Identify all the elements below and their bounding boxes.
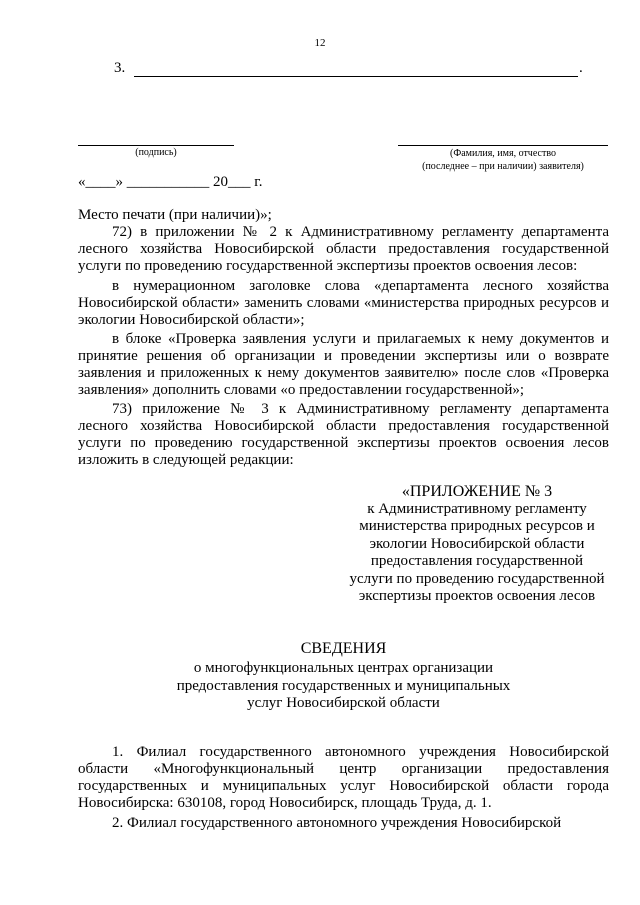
paragraph-block-change: в блоке «Проверка заявления услуги и прилагаемых к нему документов и принятие решения об организации и проведении экспертизы или о возврате заявления и приложенных к нему документов заявителю» после слов «Проверка заявления» дополнить словами «о предоставлении государственной»; bbox=[78, 331, 609, 398]
page-number: 12 bbox=[314, 37, 326, 49]
info-heading bbox=[78, 638, 609, 713]
paragraph-header-change: в нумерационном заголовке слова «департамента лесного хозяйства Новосибирской области» заменить словами «министерства природных ресурсов и экологии Новосибирской области»; bbox=[78, 278, 609, 328]
appendix-heading bbox=[344, 483, 610, 606]
date-line: «____» ___________ 20___ г. bbox=[78, 174, 263, 190]
appendix-line: экологии Новосибирской области bbox=[369, 535, 585, 552]
item-3-end: . bbox=[579, 60, 583, 76]
item-3-number: 3. bbox=[114, 60, 126, 76]
item-3-blank-line bbox=[134, 76, 578, 77]
info-subtitle-line: предоставления государственных и муниципальных bbox=[176, 677, 511, 694]
info-subtitle-line: услуг Новосибирской области bbox=[247, 695, 440, 711]
signature-label: (подпись) bbox=[135, 147, 177, 158]
applicant-name-label bbox=[398, 147, 608, 173]
appendix-line: к Административному регламенту bbox=[367, 500, 587, 517]
signature-line bbox=[78, 145, 234, 146]
info-subtitle-line: о многофункциональных центрах организации bbox=[193, 660, 494, 676]
appendix-line: экспертизы проектов освоения лесов bbox=[358, 588, 596, 604]
applicant-name-line bbox=[398, 145, 608, 146]
appendix-title: «ПРИЛОЖЕНИЕ № 3 bbox=[401, 483, 553, 500]
appendix-line: услуги по проведению государственной bbox=[349, 570, 605, 587]
paragraph-72: 72) в приложении № 2 к Административному регламенту департамента лесного хозяйства Новосибирской области предоставления государственной услуги по проведению государственной экспертизы проектов освоения лесов: bbox=[78, 224, 609, 274]
list-item-2: 2. Филиал государственного автономного учреждения Новосибирской bbox=[112, 815, 562, 831]
info-title: СВЕДЕНИЯ bbox=[300, 640, 387, 657]
applicant-name-label-line1: (Фамилия, имя, отчество bbox=[450, 148, 556, 159]
applicant-name-label-line2: (последнее – при наличии) заявителя) bbox=[422, 161, 584, 172]
appendix-line: предоставления государственной bbox=[370, 553, 584, 569]
paragraph-73: 73) приложение № 3 к Административному регламенту департамента лесного хозяйства Новосибирской области предоставления государственной услуги по проведению государственной экспертизы проектов освоения лесов изложить в следующей редакции: bbox=[78, 401, 609, 468]
list-item-1: 1. Филиал государственного автономного учреждения Новосибирской области «Многофункциональный центр организации предоставления государственных и муниципальных услуг Новосибирской области города Новосибирска: 630108, город Новосибирск, площадь Труда, д. 1. bbox=[78, 744, 609, 811]
paragraph-seal: Место печати (при наличии)»; bbox=[78, 207, 272, 223]
appendix-line: министерства природных ресурсов и bbox=[359, 518, 595, 534]
